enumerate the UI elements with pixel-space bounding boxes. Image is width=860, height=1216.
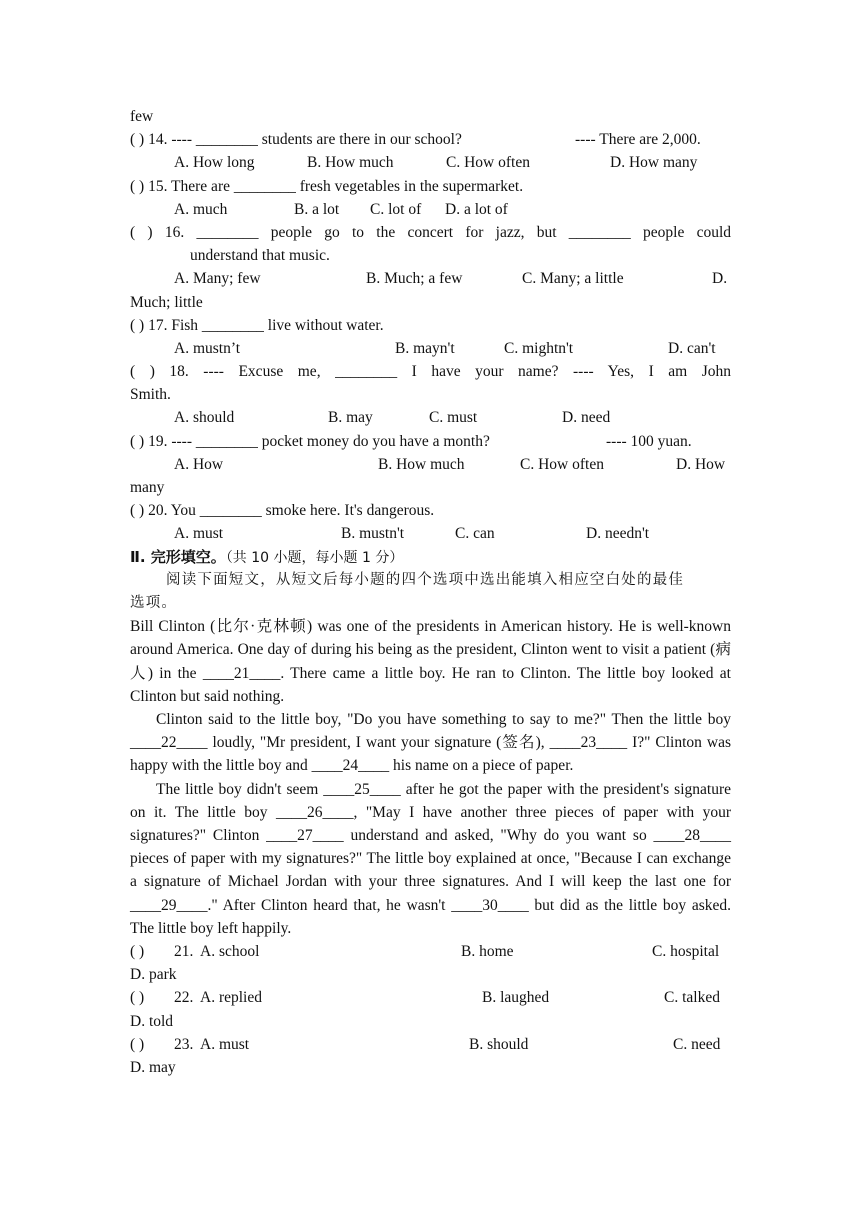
answer-paren: ( ) [130,432,145,450]
question-14 [130,128,731,151]
option-b: B. home [461,942,514,960]
option-a: A. should [174,409,235,427]
option-c: C. can [455,525,495,543]
option-c: C. mightn't [504,339,574,357]
option-a: A. much [174,200,228,218]
option-b: B. mustn't [341,525,405,543]
cloze-passage [130,615,731,940]
answer-paren: ( ) [130,177,145,195]
question-number: 22. [174,989,194,1007]
answer-paren: ( ) [130,131,145,149]
answer-paren: ( ) [130,502,145,520]
options-20 [130,522,731,545]
question-stem: 19. ---- ________ pocket money do you have a month? [148,432,490,450]
question-20 [130,499,731,522]
option-c: C. hospital [652,942,720,960]
answer-paren: ( ) [130,942,145,960]
question-stem: 16. ________ people go to the concert for jazz, but ________ people could [164,223,732,241]
question-18-cont: Smith. [130,386,171,404]
option-d: D. a lot of [445,200,508,218]
option-d-wrap: D. told [130,1012,174,1030]
option-b: B. laughed [482,989,550,1007]
option-d: D. needn't [586,525,650,543]
option-b: B. may [328,409,373,427]
option-c: C. need [673,1035,721,1053]
option-c: C. lot of [370,200,422,218]
question-stem: 15. There are ________ fresh vegetables in the supermarket. [148,177,524,195]
option-c: C. How often [520,455,604,473]
answer-hint: ---- 100 yuan. [606,432,692,450]
option-a: A. How [174,455,224,473]
question-19 [130,430,731,453]
option-b: B. mayn't [395,339,455,357]
option-a: A. must [200,1035,250,1053]
options-19 [130,453,731,476]
question-stem: 18. ---- Excuse me, ________ I have your name? ---- Yes, I am John [169,363,732,381]
option-a: A. mustn’t [174,339,241,357]
options-17 [130,337,731,360]
option-b: B. How much [307,154,394,172]
answer-paren: ( ) [130,1035,145,1053]
answer-paren: ( ) [130,989,145,1007]
option-b: B. How much [378,455,465,473]
option-a: A. must [174,525,224,543]
section-note: （共 10 小题，每小题 1 分） [225,549,404,566]
question-stem: 20. You ________ smoke here. It's dangerous. [148,502,435,520]
options-16-wrap: Much; little [130,293,203,311]
option-a: A. How long [174,154,255,172]
answer-paren: ( ) [130,223,153,241]
option-d-wrap: D. park [130,966,177,984]
option-a: A. Many; few [174,270,261,288]
option-b: B. Much; a few [366,270,463,288]
options-19-wrap: many [130,479,165,496]
option-b: B. should [469,1035,529,1053]
passage-paragraph-2: Clinton said to the little boy, "Do you have something to say to me?" Then the little boy ____22____ loudly, "Mr president, I want your signature (签名), ____23____ I?" Clinton was happy with the little boy and ____24____ his name on a piece of paper. [130,710,731,775]
option-c: C. talked [664,989,720,1007]
option-d: D. need [562,409,611,427]
option-d: D. can't [668,339,716,357]
section-title: Ⅱ. 完形填空。 [130,547,226,566]
cloze-question-23 [130,1033,731,1056]
option-c: C. Many; a little [522,270,624,288]
option-d: D. How [676,455,726,473]
cloze-question-21 [130,940,731,963]
question-number: 21. [174,942,194,960]
passage-paragraph-1: Bill Clinton (比尔·克林顿) was one of the presidents in American history. He is well-known around America. One day of during his being as the president, Clinton went to visit a patient (病人) in the ____21____. There came a little boy. He ran to Clinton. The little boy looked at Clinton but said nothing. [130,618,731,705]
options-16 [130,267,731,290]
options-14 [130,151,731,174]
answer-paren: ( ) [130,363,155,381]
option-d: D. [712,270,728,288]
question-18 [130,360,731,383]
answer-paren: ( ) [130,316,145,334]
passage-paragraph-3: The little boy didn't seem ____25____ after he got the paper with the president's signature on it. The little boy ____26____, "May I have another three pieces of paper with your signatures?" Clinton ____27____ understand and asked, "Why do you want so ____28____ pieces of paper with my signatures?" The little boy explained at once, "Because I can exchange a signature of Michael Jordan with your three signatures. And I will keep the last one for ____29____." After Clinton heard that, he wasn't ____30____ but did as the little boy asked. The little boy left happily. [130,780,731,937]
top-fragment: few [130,108,154,125]
question-17 [130,314,731,337]
question-16-cont: understand that music. [190,247,330,265]
section-heading [130,546,731,569]
question-stem: 14. ---- ________ students are there in our school? [148,131,462,149]
option-a: A. school [200,942,260,960]
answer-hint: ---- There are 2,000. [575,131,701,149]
question-number: 23. [174,1035,194,1053]
option-b: B. a lot [294,200,340,218]
options-18 [130,406,731,429]
question-stem: 17. Fish ________ live without water. [148,316,384,334]
exam-page [130,105,731,1079]
options-15 [130,198,731,221]
option-a: A. replied [200,989,262,1007]
section-instruction: 阅读下面短文，从短文后每小题的四个选项中选出能填入相应空白处的最佳 [166,571,685,588]
question-16 [130,221,731,244]
cloze-question-22 [130,986,731,1009]
option-c: C. must [429,409,478,427]
option-c: C. How often [446,154,530,172]
question-15 [130,175,731,198]
option-d: D. How many [610,154,698,172]
section-instruction-cont: 选项。 [130,594,178,611]
option-d-wrap: D. may [130,1058,176,1076]
